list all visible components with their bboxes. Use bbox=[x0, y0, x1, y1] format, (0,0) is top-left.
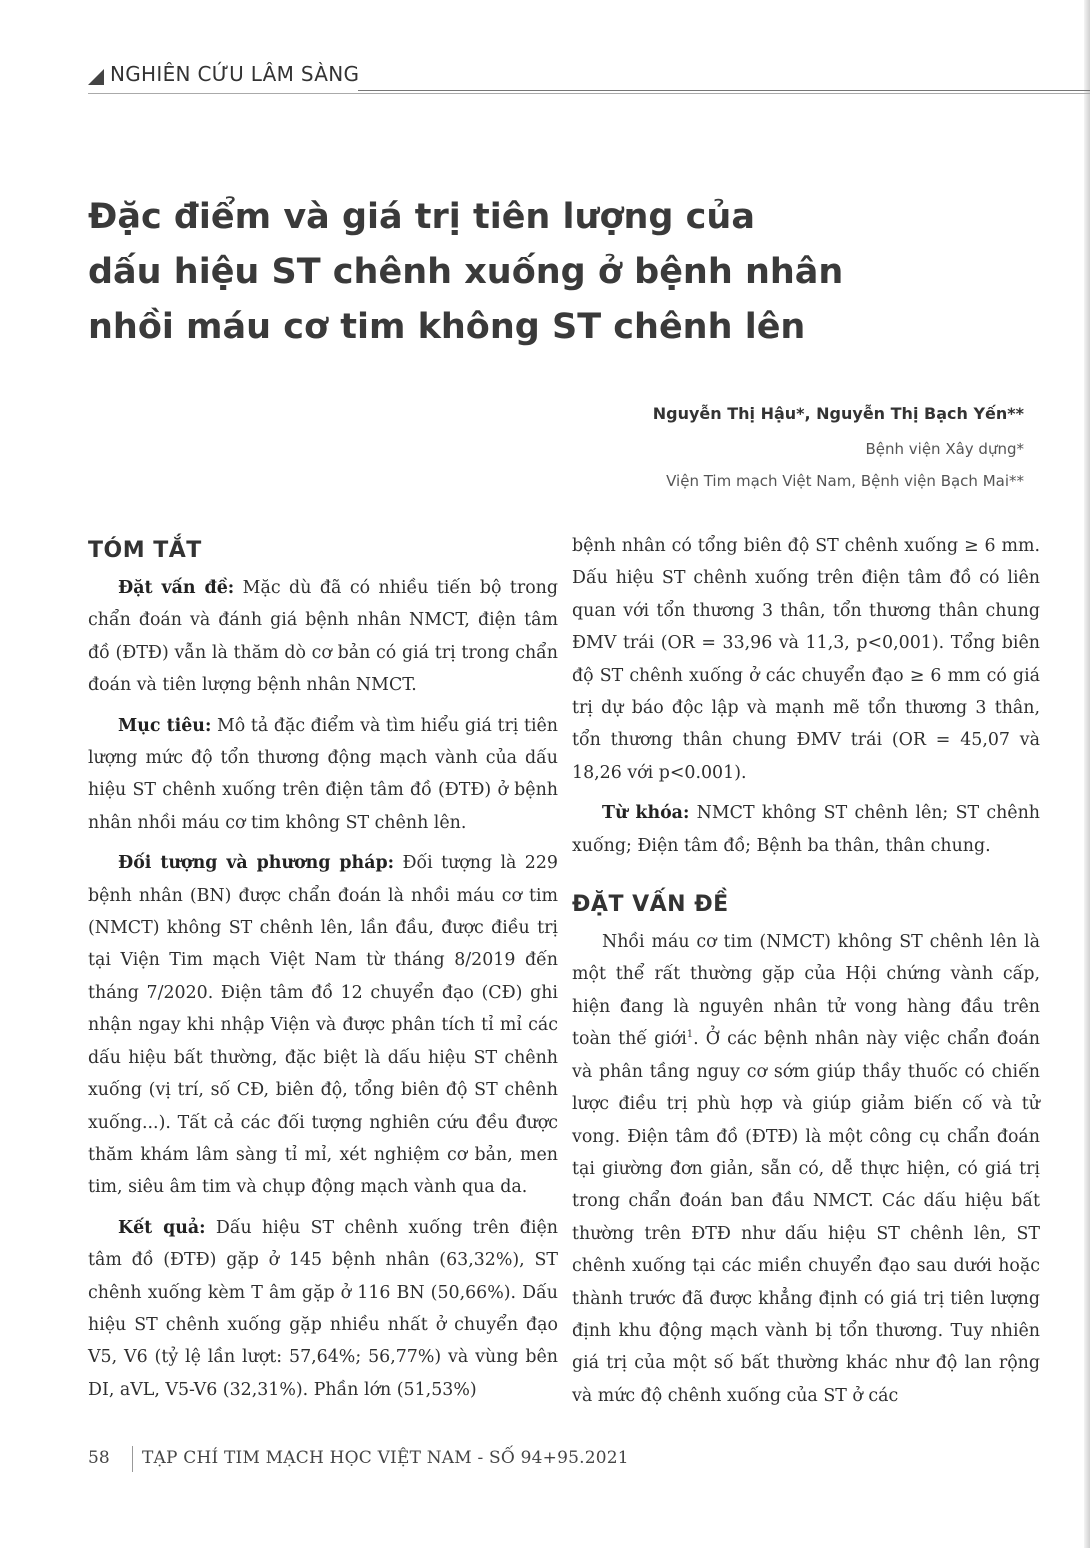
paragraph-label: Kết quả: bbox=[118, 1217, 206, 1238]
title-line: Đặc điểm và giá trị tiên lượng của bbox=[88, 197, 755, 237]
abstract-paragraph bbox=[88, 1212, 558, 1406]
right-column bbox=[572, 530, 1040, 1412]
paragraph-text: Mặc dù đã có nhiều tiến bộ trong chẩn đoán và đánh giá bệnh nhân NMCT, điện tâm đồ (ĐTĐ) vẫn là thăm dò cơ bản có giá trị trong chẩn đoán và tiên lượng bệnh nhân NMCT. bbox=[88, 578, 559, 696]
intro-text: Nhồi máu cơ tim (NMCT) không ST chênh lên là một thể rất thường gặp của Hội chứng vành cấp, hiện đang là nguyên nhân tử vong hàng đầu trên toàn thế giới bbox=[572, 932, 1040, 1050]
reference-marker: 1 bbox=[686, 1029, 694, 1041]
header-rule bbox=[358, 90, 1090, 91]
intro-heading: ĐẶT VẤN ĐỀ bbox=[572, 892, 729, 918]
footer-divider bbox=[132, 1446, 133, 1472]
abstract-heading: TÓM TẮT bbox=[88, 538, 202, 563]
affiliation: Bệnh viện Xây dựng* bbox=[865, 440, 1024, 458]
keywords-label: Từ khóa: bbox=[602, 803, 690, 824]
paragraph-text: Mô tả đặc điểm và tìm hiểu giá trị tiên lượng mức độ tổn thương động mạch vành của dấu hiệu ST chênh xuống trên điện tâm đồ (ĐTĐ) ở bệnh nhân nhồi máu cơ tim không ST chênh lên. bbox=[88, 715, 559, 833]
paragraph-label: Đối tượng và phương pháp: bbox=[118, 853, 395, 874]
article-title bbox=[88, 190, 948, 355]
paragraph-text: Đối tượng là 229 bệnh nhân (BN) được chẩn đoán là nhồi máu cơ tim (NMCT) không ST chênh lên, lần đầu, được điều trị tại Viện Tim mạch Việt Nam từ tháng 8/2019 đến tháng 7/2020. Điện tâm đồ 12 chuyển đạo (CĐ) ghi nhận ngay khi nhập Viện và được phân tích tỉ mỉ các dấu hiệu bất thường, đặc biệt là dấu hiệu ST chênh xuống (vị trí, số CĐ, biên độ, tổng biên độ ST chênh xuống...). Tất cả các đối tượng nghiên cứu đều được thăm khám lâm sàng tỉ mỉ, xét nghiệm cơ bản, men tim, siêu âm tim và chụp động mạch vành qua da. bbox=[88, 853, 558, 1198]
title-line: nhồi máu cơ tim không ST chênh lên bbox=[88, 307, 806, 347]
section-label: NGHIÊN CỨU LÂM SÀNG bbox=[110, 62, 360, 86]
paragraph-text: Dấu hiệu ST chênh xuống trên điện tâm đồ (ĐTĐ) gặp ở 145 bệnh nhân (63,32%), ST chênh xuống kèm T âm gặp ở 116 BN (50,66%). Dấu hiệu ST chênh xuống gặp nhiều nhất ở chuyển đạo V5, V6 (tỷ lệ lần lượt: 57,64%; 56,77%) và vùng bên DI, aVL, V5-V6 (32,31%). Phần lớn (51,53%) bbox=[88, 1217, 558, 1400]
journal-name: TẠP CHÍ TIM MẠCH HỌC VIỆT NAM - SỐ 94+95.2021 bbox=[142, 1448, 629, 1468]
header-rule-lower bbox=[88, 93, 1090, 94]
abstract-paragraph bbox=[88, 710, 558, 840]
abstract-paragraph bbox=[88, 847, 558, 1203]
page-edge-shadow bbox=[1084, 0, 1090, 1548]
triangle-icon bbox=[88, 69, 104, 85]
section-header bbox=[88, 60, 1048, 94]
paragraph-label: Đặt vấn đề: bbox=[118, 578, 235, 598]
paragraph-label: Mục tiêu: bbox=[118, 715, 212, 736]
affiliation: Viện Tim mạch Việt Nam, Bệnh viện Bạch Mai** bbox=[666, 472, 1024, 490]
title-line: dấu hiệu ST chênh xuống ở bệnh nhân bbox=[88, 252, 844, 292]
abstract-continuation: bệnh nhân có tổng biên độ ST chênh xuống ≥ 6 mm. Dấu hiệu ST chênh xuống trên điện tâm đồ có liên quan với tổn thương 3 thân, tổn thương thân chung ĐMV trái (OR = 33,96 và 11,3, p<0,001). Tổng biên độ ST chênh xuống ở các chuyển đạo ≥ 6 mm có giá trị dự báo độc lập và mạnh mẽ tổn thương 3 thân, tổn thương thân chung ĐMV trái (OR = 45,07 và 18,26 với p<0.001). bbox=[572, 536, 1040, 783]
page-number: 58 bbox=[88, 1448, 110, 1468]
authors: Nguyễn Thị Hậu*, Nguyễn Thị Bạch Yến** bbox=[652, 404, 1024, 423]
left-column bbox=[88, 530, 558, 1406]
intro-text: . Ở các bệnh nhân này việc chẩn đoán và phân tầng nguy cơ sớm giúp thầy thuốc có chiến lược điều trị phù hợp và giúp giảm biến cố và tử vong. Điện tâm đồ (ĐTĐ) là một công cụ chẩn đoán tại giường đơn giản, sẵn có, dễ thực hiện, có giá trị trong chẩn đoán ban đầu NMCT. Các dấu hiệu bất thường trên ĐTĐ như dấu hiệu ST chênh lên, ST chênh xuống tại các miền chuyển đạo sau dưới hoặc thành trước đã được khẳng định có giá trị tiên lượng định khu động mạch vành bị tổn thương. Tuy nhiên giá trị của một số bất thường khác như độ lan rộng và mức độ chênh xuống của ST ở các bbox=[572, 1029, 1040, 1406]
abstract-paragraph bbox=[88, 572, 558, 702]
intro-paragraph bbox=[572, 926, 1040, 1412]
keywords-text: NMCT không ST chênh lên; ST chênh xuống; Điện tâm đồ; Bệnh ba thân, thân chung. bbox=[572, 803, 1040, 856]
keywords bbox=[572, 797, 1040, 862]
